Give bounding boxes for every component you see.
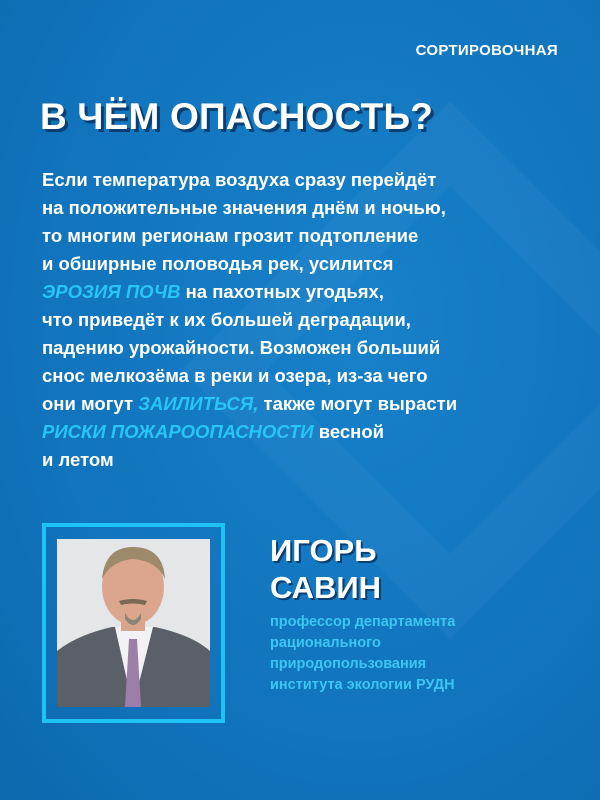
portrait-photo [57,539,210,707]
page-title: В ЧЁМ ОПАСНОСТЬ? [40,96,434,137]
body-line [42,250,582,278]
body-line [42,166,582,194]
highlight-text: РИСКИ ПОЖАРООПАСНОСТИ [42,421,314,442]
role-line: института экологии РУДН [270,677,455,693]
body-text-segment: они могут [42,393,139,414]
body-text-segment: снос мелкозёма в реки и озера, из-за чего [42,365,428,386]
body-text-segment: на положительные значения днём и ночью, [42,197,446,218]
role-line: природопользования [270,656,427,672]
body-text-segment: на пахотных угодьях, [180,281,384,302]
body-text-segment: также могут вырасти [258,393,458,414]
body-text-segment: что приведёт к их большей деградации, [42,309,411,330]
person-name [270,532,381,606]
highlight-text: ЗАИЛИТЬСЯ, [138,393,259,414]
highlight-text: ЭРОЗИЯ ПОЧВ [42,281,181,302]
body-text-segment: Если температура воздуха сразу перейдёт [42,169,437,190]
body-text-segment: и обширные половодья рек, усилится [42,253,394,274]
person-last-name: САВИН [270,570,382,605]
role-line: рационального [270,635,381,651]
body-line [42,222,582,250]
body-text-segment: весной [313,421,385,442]
body-line [42,418,582,446]
body-text-segment: и летом [42,449,114,470]
body-text-segment: то многим регионам грозит подтопление [42,225,419,246]
body-line [42,194,582,222]
brand-label: СОРТИРОВОЧНАЯ [415,42,558,59]
portrait-frame [42,523,225,723]
person-role [270,612,455,696]
body-line [42,362,582,390]
body-text [42,166,582,474]
body-line [42,306,582,334]
body-line [42,446,582,474]
person-first-name: ИГОРЬ [270,533,377,568]
body-line [42,334,582,362]
body-text-segment: падению урожайности. Возможен больший [42,337,441,358]
body-line [42,390,582,418]
role-line: профессор департамента [270,614,456,630]
body-line [42,278,582,306]
